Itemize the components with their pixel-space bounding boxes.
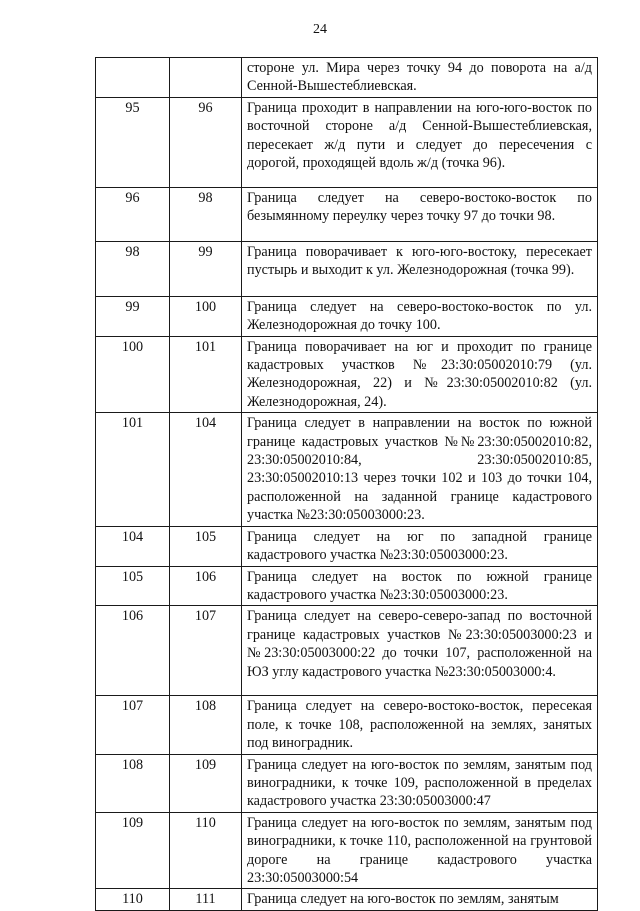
- table-row: [96, 336, 598, 413]
- table-row: [96, 566, 598, 606]
- from-point-cell: 110: [96, 889, 170, 910]
- from-point-cell: 104: [96, 526, 170, 566]
- from-point-cell: 95: [96, 97, 170, 187]
- table-row: [96, 58, 598, 98]
- to-point-cell: 104: [170, 413, 242, 526]
- to-point-cell: 101: [170, 336, 242, 413]
- description-cell: Граница следует на северо-востоко-восток по безымянному переулку через точку 97 до точки 98.: [242, 187, 598, 241]
- from-point-cell: 109: [96, 812, 170, 889]
- description-cell: Граница следует на восток по южной границе кадастрового участка №23:30:05003000:23.: [242, 566, 598, 606]
- to-point-cell: 100: [170, 296, 242, 336]
- table-row: [96, 889, 598, 910]
- description-cell: Граница поворачивает к юго-юго-востоку, пересекает пустырь и выходит к ул. Железнодорожная (точка 99).: [242, 241, 598, 296]
- to-point-cell: 107: [170, 606, 242, 696]
- from-point-cell: 108: [96, 754, 170, 812]
- description-cell: стороне ул. Мира через точку 94 до поворота на а/д Сенной-Вышестеблиевская.: [242, 58, 598, 98]
- description-cell: Граница следует на северо-востоко-восток, пересекая поле, к точке 108, расположенной на землях, занятых под виноградник.: [242, 696, 598, 754]
- from-point-cell: 107: [96, 696, 170, 754]
- to-point-cell: 105: [170, 526, 242, 566]
- description-cell: Граница следует на юго-восток по землям, занятым: [242, 889, 598, 910]
- table-row: [96, 187, 598, 241]
- from-point-cell: 106: [96, 606, 170, 696]
- from-point-cell: [96, 58, 170, 98]
- table-row: [96, 241, 598, 296]
- boundary-description-table: [95, 57, 598, 911]
- from-point-cell: 100: [96, 336, 170, 413]
- table-row: [96, 696, 598, 754]
- to-point-cell: 99: [170, 241, 242, 296]
- to-point-cell: 109: [170, 754, 242, 812]
- to-point-cell: 98: [170, 187, 242, 241]
- table-row: [96, 97, 598, 187]
- to-point-cell: 111: [170, 889, 242, 910]
- description-cell: Граница следует на северо-северо-запад по восточной границе кадастровых участков №23:30:05003000:23 и №23:30:05003000:22 до точки 107, расположенной на ЮЗ углу кадастрового участка №23:30:05003000:4.: [242, 606, 598, 696]
- description-cell: Граница следует на юг по западной границе кадастрового участка №23:30:05003000:23.: [242, 526, 598, 566]
- from-point-cell: 101: [96, 413, 170, 526]
- to-point-cell: [170, 58, 242, 98]
- to-point-cell: 108: [170, 696, 242, 754]
- description-cell: Граница поворачивает на юг и проходит по границе кадастровых участков №23:30:05002010:79 (ул. Железнодорожная, 22) и №23:30:05002010:82 (ул. Железнодорожная, 24).: [242, 336, 598, 413]
- from-point-cell: 96: [96, 187, 170, 241]
- page-number: 24: [313, 22, 327, 37]
- table-row: [96, 754, 598, 812]
- description-cell: Граница следует на юго-восток по землям, занятым под виноградники, к точке 110, расположенной на грунтовой дороге на границе кадастрового участка 23:30:05003000:54: [242, 812, 598, 889]
- from-point-cell: 105: [96, 566, 170, 606]
- to-point-cell: 110: [170, 812, 242, 889]
- description-cell: Граница следует на юго-восток по землям, занятым под виноградники, к точке 109, расположенной в пределах кадастрового участка 23:30:05003000:47: [242, 754, 598, 812]
- description-cell: Граница следует в направлении на восток по южной границе кадастровых участков №№23:30:05002010:82, 23:30:05002010:84, 23:30:05002010:85, 23:30:05002010:13 через точки 102 и 103 до точки 104, расположенной на заданной границе кадастрового участка №23:30:05003000:23.: [242, 413, 598, 526]
- table-row: [96, 812, 598, 889]
- to-point-cell: 106: [170, 566, 242, 606]
- from-point-cell: 99: [96, 296, 170, 336]
- to-point-cell: 96: [170, 97, 242, 187]
- table-row: [96, 606, 598, 696]
- description-cell: Граница проходит в направлении на юго-юго-восток по восточной стороне а/д Сенной-Вышестеблиевская, пересекает ж/д пути и следует до пересечения с дорогой, проходящей вдоль ж/д (точка 96).: [242, 97, 598, 187]
- table-row: [96, 296, 598, 336]
- table-row: [96, 413, 598, 526]
- description-cell: Граница следует на северо-востоко-восток по ул. Железнодорожная до точку 100.: [242, 296, 598, 336]
- table-row: [96, 526, 598, 566]
- from-point-cell: 98: [96, 241, 170, 296]
